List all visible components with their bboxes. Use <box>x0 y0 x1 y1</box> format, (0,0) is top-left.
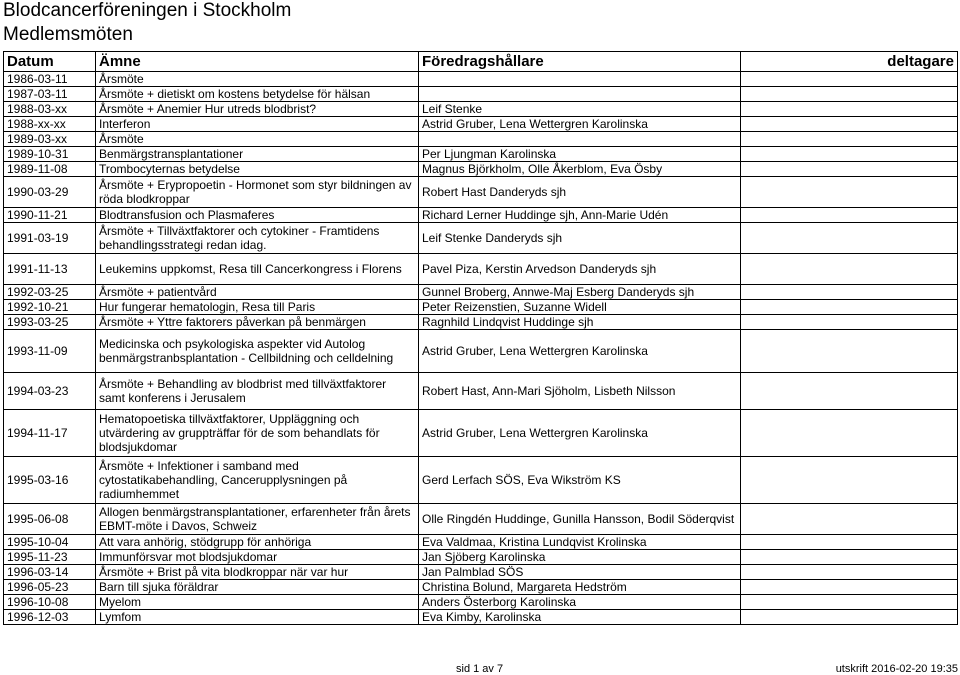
speaker-cell: Leif Stenke <box>419 102 741 117</box>
topic-cell: Leukemins uppkomst, Resa till Cancerkongress i Florens <box>96 254 419 285</box>
date-cell: 1990-11-21 <box>4 208 96 223</box>
participants-cell <box>741 300 958 315</box>
participants-cell <box>741 595 958 610</box>
date-cell: 1992-10-21 <box>4 300 96 315</box>
date-cell: 1993-11-09 <box>4 330 96 373</box>
participants-cell <box>741 162 958 177</box>
speaker-cell: Gerd Lerfach SÖS, Eva Wikström KS <box>419 457 741 504</box>
date-cell: 1989-11-08 <box>4 162 96 177</box>
table-row <box>4 457 958 504</box>
meetings-table-body <box>4 72 958 625</box>
table-row <box>4 565 958 580</box>
participants-cell <box>741 102 958 117</box>
participants-cell <box>741 535 958 550</box>
document-title: Blodcancerföreningen i Stockholm <box>3 0 292 21</box>
date-cell: 1993-03-25 <box>4 315 96 330</box>
table-row <box>4 254 958 285</box>
date-cell: 1990-03-29 <box>4 177 96 208</box>
speaker-cell: Eva Valdmaa, Kristina Lundqvist Krolinska <box>419 535 741 550</box>
date-cell: 1987-03-11 <box>4 87 96 102</box>
topic-cell: Trombocyternas betydelse <box>96 162 419 177</box>
speaker-cell <box>419 132 741 147</box>
print-timestamp: utskrift 2016-02-20 19:35 <box>835 663 958 675</box>
topic-cell: Årsmöte + Erypropoetin - Hormonet som styr bildningen av röda blodkroppar <box>96 177 419 208</box>
date-cell: 1989-10-31 <box>4 147 96 162</box>
topic-cell: Årsmöte <box>96 72 419 87</box>
topic-cell: Blodtransfusion och Plasmaferes <box>96 208 419 223</box>
topic-cell: Att vara anhörig, stödgrupp för anhöriga <box>96 535 419 550</box>
participants-cell <box>741 87 958 102</box>
date-cell: 1995-06-08 <box>4 504 96 535</box>
table-row <box>4 285 958 300</box>
topic-cell: Myelom <box>96 595 419 610</box>
date-cell: 1994-03-23 <box>4 373 96 410</box>
participants-cell <box>741 565 958 580</box>
participants-cell <box>741 610 958 625</box>
participants-cell <box>741 285 958 300</box>
topic-cell: Medicinska och psykologiska aspekter vid Autolog benmärgstranbsplantation - Cellbildning och celldelning <box>96 330 419 373</box>
column-header-date: Datum <box>4 52 96 72</box>
table-row <box>4 535 958 550</box>
topic-cell: Årsmöte + Infektioner i samband med cytostatikabehandling, Cancerupplysningen på radiumhemmet <box>96 457 419 504</box>
topic-cell: Barn till sjuka föräldrar <box>96 580 419 595</box>
speaker-cell: Jan Palmblad SÖS <box>419 565 741 580</box>
speaker-cell: Christina Bolund, Margareta Hedström <box>419 580 741 595</box>
date-cell: 1995-11-23 <box>4 550 96 565</box>
date-cell: 1986-03-11 <box>4 72 96 87</box>
speaker-cell: Pavel Piza, Kerstin Arvedson Danderyds sjh <box>419 254 741 285</box>
participants-cell <box>741 315 958 330</box>
speaker-cell: Jan Sjöberg Karolinska <box>419 550 741 565</box>
topic-cell: Benmärgstransplantationer <box>96 147 419 162</box>
speaker-cell: Astrid Gruber, Lena Wettergren Karolinska <box>419 330 741 373</box>
participants-cell <box>741 457 958 504</box>
table-row <box>4 330 958 373</box>
page-number: sid 1 av 7 <box>456 663 504 675</box>
date-cell: 1995-10-04 <box>4 535 96 550</box>
speaker-cell: Ragnhild Lindqvist Huddinge sjh <box>419 315 741 330</box>
date-cell: 1992-03-25 <box>4 285 96 300</box>
speaker-cell: Olle Ringdén Huddinge, Gunilla Hansson, Bodil Söderqvist <box>419 504 741 535</box>
topic-cell: Årsmöte + Anemier Hur utreds blodbrist? <box>96 102 419 117</box>
participants-cell <box>741 223 958 254</box>
column-header-participants: deltagare <box>741 52 958 72</box>
topic-cell: Immunförsvar mot blodsjukdomar <box>96 550 419 565</box>
topic-cell: Hur fungerar hematologin, Resa till Paris <box>96 300 419 315</box>
date-cell: 1996-05-23 <box>4 580 96 595</box>
column-header-topic: Ämne <box>96 52 419 72</box>
table-row <box>4 102 958 117</box>
date-cell: 1996-12-03 <box>4 610 96 625</box>
table-row <box>4 72 958 87</box>
table-row <box>4 595 958 610</box>
participants-cell <box>741 580 958 595</box>
participants-cell <box>741 147 958 162</box>
table-row <box>4 147 958 162</box>
table-row <box>4 208 958 223</box>
table-row <box>4 610 958 625</box>
date-cell: 1991-11-13 <box>4 254 96 285</box>
participants-cell <box>741 330 958 373</box>
topic-cell: Interferon <box>96 117 419 132</box>
date-cell: 1988-03-xx <box>4 102 96 117</box>
topic-cell: Lymfom <box>96 610 419 625</box>
table-row <box>4 580 958 595</box>
topic-cell: Årsmöte + Tillväxtfaktorer och cytokiner - Framtidens behandlingsstrategi redan idag. <box>96 223 419 254</box>
participants-cell <box>741 410 958 457</box>
table-row <box>4 132 958 147</box>
column-header-speaker: Föredragshållare <box>419 52 741 72</box>
topic-cell: Årsmöte + patientvård <box>96 285 419 300</box>
table-row <box>4 315 958 330</box>
date-cell: 1994-11-17 <box>4 410 96 457</box>
topic-cell: Årsmöte + Yttre faktorers påverkan på benmärgen <box>96 315 419 330</box>
date-cell: 1989-03-xx <box>4 132 96 147</box>
speaker-cell: Robert Hast Danderyds sjh <box>419 177 741 208</box>
participants-cell <box>741 132 958 147</box>
participants-cell <box>741 177 958 208</box>
participants-cell <box>741 117 958 132</box>
speaker-cell: Magnus Björkholm, Olle Åkerblom, Eva Ösby <box>419 162 741 177</box>
speaker-cell: Anders Österborg Karolinska <box>419 595 741 610</box>
date-cell: 1988-xx-xx <box>4 117 96 132</box>
date-cell: 1996-03-14 <box>4 565 96 580</box>
participants-cell <box>741 254 958 285</box>
speaker-cell <box>419 72 741 87</box>
speaker-cell <box>419 87 741 102</box>
speaker-cell: Per Ljungman Karolinska <box>419 147 741 162</box>
topic-cell: Årsmöte + Brist på vita blodkroppar när var hur <box>96 565 419 580</box>
topic-cell: Årsmöte <box>96 132 419 147</box>
speaker-cell: Eva Kimby, Karolinska <box>419 610 741 625</box>
date-cell: 1991-03-19 <box>4 223 96 254</box>
speaker-cell: Robert Hast, Ann-Mari Sjöholm, Lisbeth Nilsson <box>419 373 741 410</box>
topic-cell: Årsmöte + dietiskt om kostens betydelse för hälsan <box>96 87 419 102</box>
table-row <box>4 504 958 535</box>
document-subtitle: Medlemsmöten <box>3 24 133 45</box>
table-row <box>4 117 958 132</box>
table-row <box>4 177 958 208</box>
date-cell: 1995-03-16 <box>4 457 96 504</box>
table-row <box>4 87 958 102</box>
header-row <box>4 52 958 72</box>
speaker-cell: Astrid Gruber, Lena Wettergren Karolinska <box>419 117 741 132</box>
participants-cell <box>741 72 958 87</box>
participants-cell <box>741 550 958 565</box>
participants-cell <box>741 373 958 410</box>
table-row <box>4 162 958 177</box>
participants-cell <box>741 504 958 535</box>
date-cell: 1996-10-08 <box>4 595 96 610</box>
speaker-cell: Astrid Gruber, Lena Wettergren Karolinska <box>419 410 741 457</box>
participants-cell <box>741 208 958 223</box>
meetings-table <box>3 51 958 625</box>
table-row <box>4 223 958 254</box>
table-row <box>4 410 958 457</box>
speaker-cell: Richard Lerner Huddinge sjh, Ann-Marie Udén <box>419 208 741 223</box>
topic-cell: Hematopoetiska tillväxtfaktorer, Uppläggning och utvärdering av gruppträffar för de som behandlats för blodsjukdomar <box>96 410 419 457</box>
table-row <box>4 550 958 565</box>
topic-cell: Årsmöte + Behandling av blodbrist med tillväxtfaktorer samt konferens i Jerusalem <box>96 373 419 410</box>
speaker-cell: Peter Reizenstien, Suzanne Widell <box>419 300 741 315</box>
table-row <box>4 373 958 410</box>
table-row <box>4 300 958 315</box>
topic-cell: Allogen benmärgstransplantationer, erfarenheter från årets EBMT-möte i Davos, Schweiz <box>96 504 419 535</box>
speaker-cell: Gunnel Broberg, Annwe-Maj Esberg Danderyds sjh <box>419 285 741 300</box>
speaker-cell: Leif Stenke Danderyds sjh <box>419 223 741 254</box>
